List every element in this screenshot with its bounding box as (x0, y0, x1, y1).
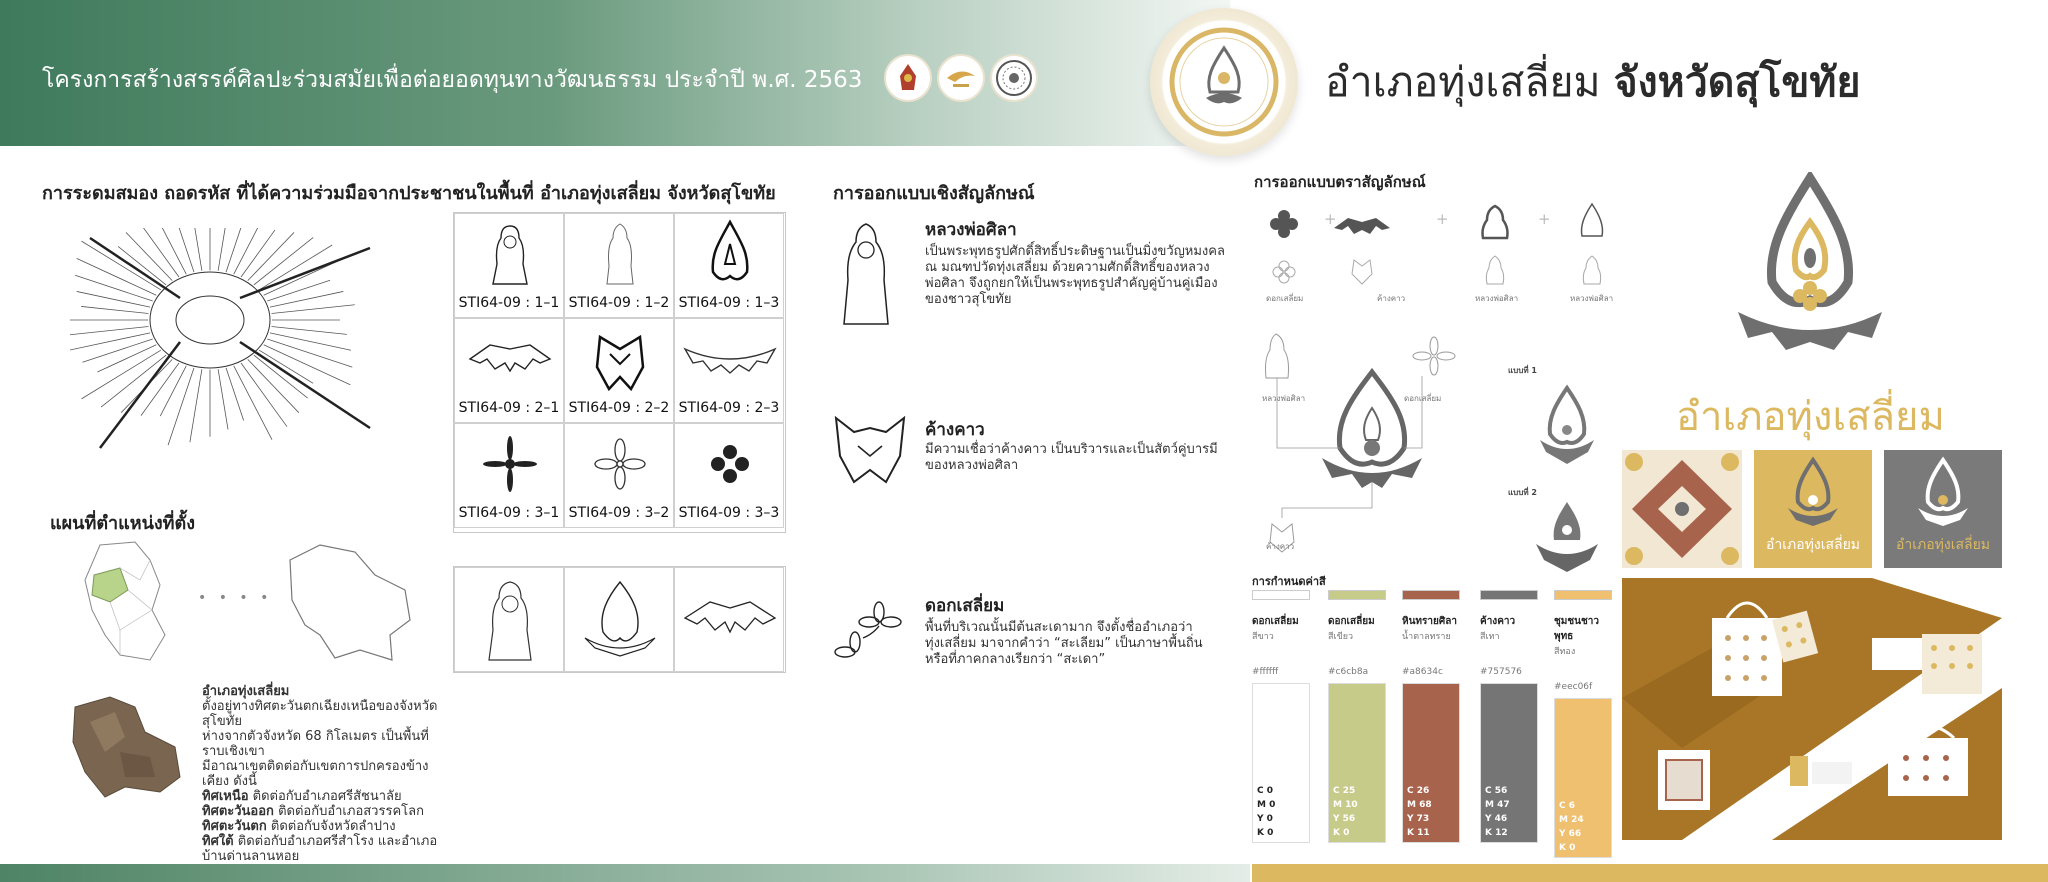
mindmap-branch (118, 246, 166, 284)
sketch-label: STI64-09 : 2–3 (678, 400, 780, 416)
swatch-bar (1554, 698, 1612, 858)
cmyk-value: C 0 (1257, 786, 1274, 796)
sketch-cell (454, 213, 564, 318)
sketch-cell (454, 318, 564, 423)
swatch-cmyk (1407, 784, 1432, 840)
mindmap-branch (218, 228, 229, 271)
packaging-mockup (1622, 578, 2002, 840)
cmyk-value: K 12 (1485, 828, 1508, 838)
gray-tile (1884, 450, 2002, 568)
symbol-desc: เป็นพระพุทธรูปศักดิ์สิทธิ์ประดิษฐานเป็นมิ่งขวัญหมงคล ณ มณฑปวัดทุ่งเสลี่ยม ด้วยความศักดิ์สิทธิ์ของหลวงพ่อศิลา จึงถูกยกให้เป็นพระพุทธรูปสำคัญคู่บ้านคู่เมืองของชาวสุโขทัย (925, 244, 1225, 307)
swatch (1328, 590, 1390, 842)
logo-variant-1 (1532, 384, 1602, 474)
final-logo (1730, 172, 1890, 377)
flower-icon (833, 598, 903, 668)
swatch-chip (1480, 590, 1538, 600)
sketch-label: STI64-09 : 1–1 (458, 295, 560, 311)
footer-band-gold (1252, 864, 2048, 882)
plus-sign: + (1538, 210, 1551, 228)
mindmap-branch (70, 333, 150, 350)
cmyk-value: K 0 (1257, 828, 1274, 838)
palette (1252, 590, 1622, 853)
cmyk-value: Y 0 (1257, 814, 1273, 824)
swatch (1252, 590, 1314, 842)
swatch-hex: #ffffff (1252, 667, 1279, 677)
logo-design-title: การออกแบบตราสัญลักษณ์ (1254, 173, 1426, 191)
part-label: ดอกเสลี่ยม (1266, 294, 1304, 303)
part-label: หลวงพ่อศิลา (1570, 294, 1614, 303)
brainstorm-mindmap (70, 228, 410, 468)
map-connector: • • • • (198, 590, 273, 606)
terrain-map (65, 692, 185, 802)
cmyk-value: M 68 (1407, 800, 1432, 810)
map-title: แผนที่ตำแหน่งที่ตั้ง (50, 513, 196, 534)
sketch-cell (564, 318, 674, 423)
sketch-grid (453, 212, 786, 533)
cmyk-value: M 10 (1333, 800, 1358, 810)
swatch-bar (1252, 683, 1310, 843)
plus-sign: + (1324, 210, 1337, 228)
cmyk-value: K 11 (1407, 828, 1430, 838)
cmyk-value: M 24 (1559, 815, 1584, 825)
tile-label: อำเภอทุ่งเสลี่ยม (1765, 537, 1861, 553)
sketch-label: STI64-09 : 2–1 (458, 400, 560, 416)
cmyk-value: C 56 (1485, 786, 1508, 796)
sketch-label: STI64-09 : 2–2 (568, 400, 670, 416)
swatch-bar (1402, 683, 1460, 843)
border-east: ทิศตะวันออก ติดต่อกับอำเภอสวรรคโลก (202, 804, 424, 819)
drawing-strip (453, 566, 786, 673)
wordmark: อำเภอทุ่งเสลี่ยม (1676, 394, 1945, 440)
mindmap-branch (234, 228, 272, 274)
mindmap-branch (234, 366, 272, 440)
mindmap-branch (270, 333, 351, 350)
logo-parts-row (1262, 200, 1622, 260)
brainstorm-title: การระดมสมอง ถอดรหัส ที่ได้ความร่วมมือจากประชาชนในพื้นที่ อำเภอทุ่งเสลี่ยม จังหวัดสุโขทัย (42, 183, 776, 204)
variant-1-label: แบบที่ 1 (1508, 366, 1537, 375)
swatch-hex: #757576 (1480, 667, 1522, 677)
mindmap-branch (126, 232, 172, 280)
seal-logo (884, 54, 932, 102)
mindmap-branch (137, 228, 179, 277)
annot-luangpho: หลวงพ่อศิลา (1262, 394, 1306, 403)
mindmap-branch (168, 368, 194, 445)
mindmap-branch (151, 228, 186, 274)
swatch-cmyk (1559, 799, 1584, 855)
swatch-sub: สีเขียว (1328, 632, 1354, 642)
swatch-hex: #c6cb8a (1328, 667, 1369, 677)
mindmap-branch (168, 228, 194, 272)
swatch-sub: สีทอง (1554, 647, 1576, 657)
swatch-sub: น้ำตาลทราย (1402, 632, 1451, 642)
swatch-chip (1554, 590, 1612, 600)
sketch-label: STI64-09 : 3–1 (458, 505, 560, 521)
swatch-name: หินทรายศิลา (1402, 616, 1457, 627)
swatch-bar (1480, 683, 1538, 843)
swatch-sub: สีขาว (1252, 632, 1274, 642)
annot-bat: ค้างคาว (1266, 542, 1295, 551)
district-name: อำเภอทุ่งเสลี่ยม (202, 684, 290, 699)
gold-tile (1754, 450, 1872, 568)
symbol-title: ค้างคาว (925, 420, 985, 440)
border-north: ทิศเหนือ ติดต่อกับอำเภอศรีสัชนาลัย (202, 789, 402, 804)
swatch (1480, 590, 1542, 842)
plus-sign: + (1436, 210, 1449, 228)
mindmap-branch (271, 326, 346, 334)
cmyk-value: M 0 (1257, 800, 1276, 810)
bat-icon (830, 412, 910, 492)
mindmap-branch (193, 228, 202, 271)
district-line: มีอาณาเขตติดต่อกับเขตการปกครองข้างเคียง ดังนี้ (202, 759, 429, 789)
variant-2-label: แบบที่ 2 (1508, 488, 1537, 497)
swatch-cmyk (1257, 784, 1275, 840)
logo-parts-labels (1262, 292, 1642, 306)
symbol-title: ดอกเสลี่ยม (925, 596, 1005, 616)
footer-band-green (0, 864, 1250, 882)
district-info (202, 684, 447, 864)
part-label: หลวงพ่อศิลา (1475, 294, 1519, 303)
swatch (1402, 590, 1464, 842)
swatch-sub: สีเทา (1480, 632, 1500, 642)
mindmap-branch (270, 291, 343, 307)
sketch-label: STI64-09 : 3–2 (568, 505, 670, 521)
ministry-logo (937, 54, 985, 102)
mindmap-branch (77, 258, 157, 295)
tile-label: อำเภอทุ่งเสลี่ยม (1895, 537, 1991, 553)
cmyk-value: Y 66 (1559, 829, 1582, 839)
district-last-line: บ้านด่านลานหอย (202, 849, 300, 864)
page-title (1325, 50, 1860, 115)
mindmap-branch (241, 363, 287, 427)
logo-parts-sketch-row (1262, 252, 1622, 292)
symbol-title: หลวงพ่อศิลา (925, 220, 1017, 240)
sketch-cell (454, 423, 564, 528)
symbolic-title: การออกแบบเชิงสัญลักษณ์ (833, 183, 1035, 204)
swatch-name: ชุมชนชาวพุทธ (1554, 616, 1600, 642)
district-outline-map (280, 540, 420, 665)
swatch-bar (1328, 683, 1386, 843)
cmyk-value: Y 56 (1333, 814, 1356, 824)
swatch-chip (1328, 590, 1386, 600)
sketch-cell (564, 213, 674, 318)
district-line: ตั้งอยู่ทางทิศตะวันตกเฉียงเหนือของจังหวัดสุโขทัย (202, 699, 438, 729)
symbol-desc: มีความเชื่อว่าค้างคาว เป็นบริวารและเป็นสัตว์คู่บารมีของหลวงพ่อศิลา (925, 442, 1218, 473)
mindmap-branch (254, 237, 313, 285)
mindmap-branch (81, 306, 148, 313)
swatch-chip (1252, 590, 1310, 600)
swatch-hex: #eec06f (1554, 682, 1593, 692)
sketch-cell (674, 213, 784, 318)
luangpho-icon (836, 220, 896, 330)
swatch-name: ค้างคาว (1480, 616, 1516, 627)
district-emblem (1150, 8, 1298, 156)
logo-variant-2 (1530, 498, 1604, 576)
swatch-cmyk (1485, 784, 1510, 840)
mindmap-branch (248, 359, 299, 412)
swatch-name: ดอกเสลี่ยม (1252, 616, 1299, 627)
border-west: ทิศตะวันตก ติดต่อกับจังหวัดลำปาง (202, 819, 396, 834)
drawing-cell (564, 567, 674, 672)
swatch (1554, 590, 1616, 853)
cmyk-value: M 47 (1485, 800, 1510, 810)
cmyk-value: Y 73 (1407, 814, 1430, 824)
cmyk-value: K 0 (1559, 843, 1576, 853)
swatch-name: ดอกเสลี่ยม (1328, 616, 1375, 627)
title-light: อำเภอทุ่งเสลี่ยม (1325, 58, 1601, 106)
title-bold: จังหวัดสุโขทัย (1613, 58, 1861, 106)
mindmap-branch (83, 339, 153, 362)
mindmap-branch (218, 369, 228, 429)
mindmap-branch (77, 291, 150, 307)
cmyk-value: C 6 (1559, 801, 1576, 811)
border-south: ทิศใต้ ติดต่อกับอำเภอศรีสำโรง และอำเภอ (202, 834, 438, 849)
drawing-cell (454, 567, 564, 672)
sketch-label: STI64-09 : 1–2 (568, 295, 670, 311)
pattern-tile (1622, 450, 1742, 568)
sketch-cell (674, 318, 784, 423)
mindmap-branch (226, 368, 244, 421)
logo-construction (1262, 328, 1482, 553)
sketch-label: STI64-09 : 1–3 (678, 295, 780, 311)
sketch-cell (674, 423, 784, 528)
mindmap-branch (160, 366, 186, 416)
project-title: โครงการสร้างสรรค์ศิลปะร่วมสมัยเพื่อต่อยอดทุนทางวัฒนธรรม ประจำปี พ.ศ. 2563 (42, 67, 863, 93)
part-label: ค้างคาว (1377, 294, 1406, 303)
province-map (80, 540, 180, 665)
swatch-chip (1402, 590, 1460, 600)
mindmap-branch (271, 305, 354, 314)
sketch-label: STI64-09 : 3–3 (678, 505, 780, 521)
annot-flower: ดอกเสลี่ยม (1404, 394, 1442, 403)
palette-title: การกำหนดค่าสี (1252, 575, 1326, 588)
drawing-cell (674, 567, 784, 672)
sketch-cell (564, 423, 674, 528)
cmyk-value: K 0 (1333, 828, 1350, 838)
cmyk-value: Y 46 (1485, 814, 1508, 824)
district-line: ห่างจากตัวจังหวัด 68 กิโลเมตร เป็นพื้นที่ราบเชิงเขา (202, 729, 429, 759)
round-seal-logo (990, 54, 1038, 102)
cmyk-value: C 25 (1333, 786, 1356, 796)
mindmap-branch (70, 326, 149, 336)
mindmap-branch (248, 232, 294, 280)
symbol-desc: พื้นที่บริเวณนั้นมีต้นสะเดามาก จึงตั้งชื่ออำเภอว่าทุ่งเสลี่ยม มาจากคำว่า “สะเลียม” เป็นภาษาพื้นถิ่นหรือที่ภาคกลางเรียกว่า “สะเดา” (925, 620, 1203, 667)
mindmap-branch (190, 369, 202, 442)
swatch-cmyk (1333, 784, 1358, 840)
cmyk-value: C 26 (1407, 786, 1430, 796)
swatch-hex: #a8634c (1402, 667, 1443, 677)
